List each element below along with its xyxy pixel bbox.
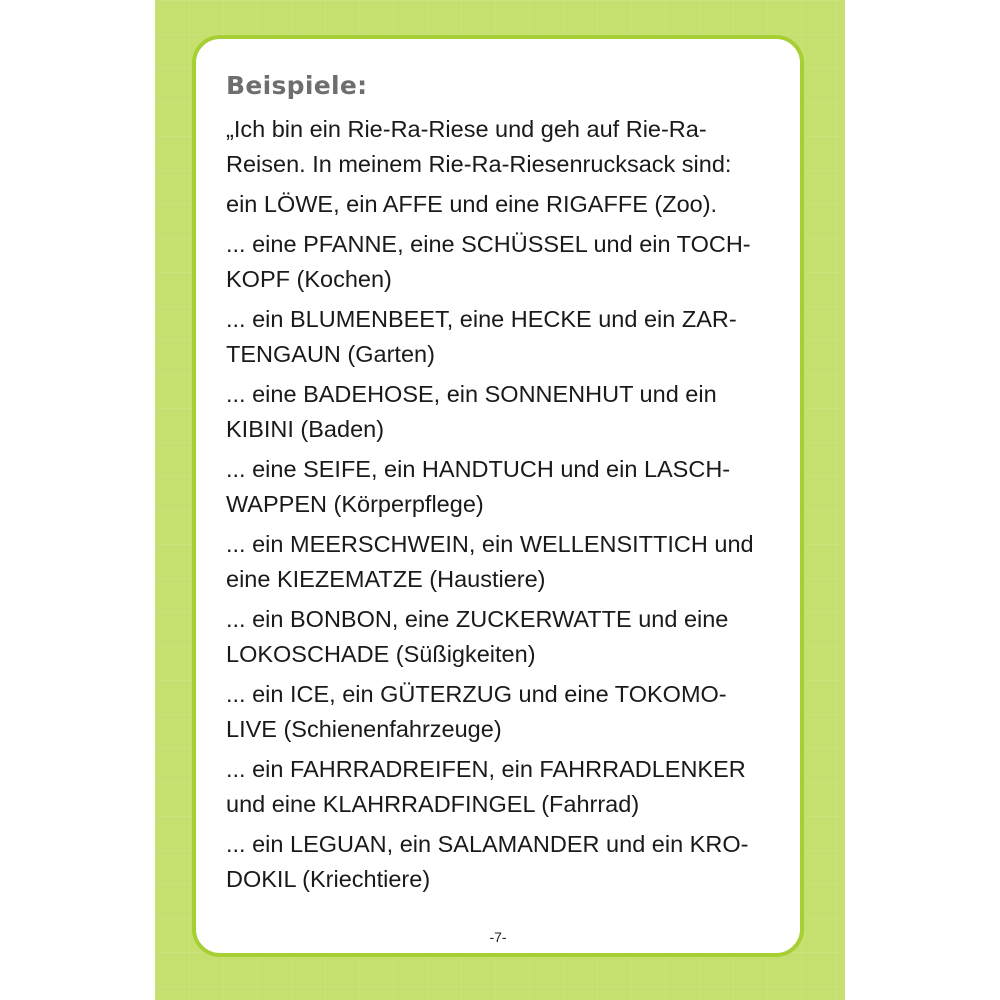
heading: Beispiele: bbox=[226, 71, 368, 100]
example-paragraph bbox=[226, 452, 796, 522]
text-line: ... eine SEIFE, ein HANDTUCH und ein LASCH- bbox=[226, 456, 731, 482]
page-number: -7- bbox=[489, 929, 507, 945]
text-line: KOPF (Kochen) bbox=[226, 266, 392, 292]
example-paragraph bbox=[226, 302, 796, 372]
text-line: ... ein ICE, ein GÜTERZUG und eine TOKOMO- bbox=[226, 681, 727, 707]
example-paragraph bbox=[226, 527, 796, 597]
text-line: ... ein LEGUAN, ein SALAMANDER und ein KRO- bbox=[226, 831, 749, 857]
text-line: DOKIL (Kriechtiere) bbox=[226, 866, 431, 892]
text-line: ... ein MEERSCHWEIN, ein WELLENSITTICH und bbox=[226, 531, 754, 557]
text-line: ... eine BADEHOSE, ein SONNENHUT und ein bbox=[226, 381, 717, 407]
text-line: LOKOSCHADE (Süßigkeiten) bbox=[226, 641, 536, 667]
text-line: ... ein BLUMENBEET, eine HECKE und ein ZAR- bbox=[226, 306, 737, 332]
example-paragraph bbox=[226, 377, 796, 447]
example-paragraph bbox=[226, 677, 796, 747]
text-line: ... ein BONBON, eine ZUCKERWATTE und eine bbox=[226, 606, 729, 632]
example-paragraph bbox=[226, 227, 796, 297]
text-line: KIBINI (Baden) bbox=[226, 416, 385, 442]
text-line: „Ich bin ein Rie-Ra-Riese und geh auf Rie-Ra- bbox=[226, 116, 707, 142]
text-line: Reisen. In meinem Rie-Ra-Riesenrucksack sind: bbox=[226, 151, 732, 177]
example-paragraph bbox=[226, 602, 796, 672]
text-line: ... ein FAHRRADREIFEN, ein FAHRRADLENKER bbox=[226, 756, 746, 782]
text-line: TENGAUN (Garten) bbox=[226, 341, 435, 367]
text-line: ... eine PFANNE, eine SCHÜSSEL und ein TOCH- bbox=[226, 231, 751, 257]
example-paragraph bbox=[226, 187, 796, 222]
example-paragraph bbox=[226, 112, 796, 182]
content-card bbox=[192, 35, 804, 957]
example-paragraph bbox=[226, 752, 796, 822]
text-line: LIVE (Schienenfahrzeuge) bbox=[226, 716, 502, 742]
text-line: und eine KLAHRRADFINGEL (Fahrrad) bbox=[226, 791, 640, 817]
example-paragraph bbox=[226, 827, 796, 897]
text-line: ein LÖWE, ein AFFE und eine RIGAFFE (Zoo). bbox=[226, 191, 718, 217]
page-background bbox=[155, 0, 845, 1000]
text-line: WAPPEN (Körperpflege) bbox=[226, 491, 484, 517]
examples-text bbox=[226, 112, 796, 902]
text-line: eine KIEZEMATZE (Haustiere) bbox=[226, 566, 546, 592]
